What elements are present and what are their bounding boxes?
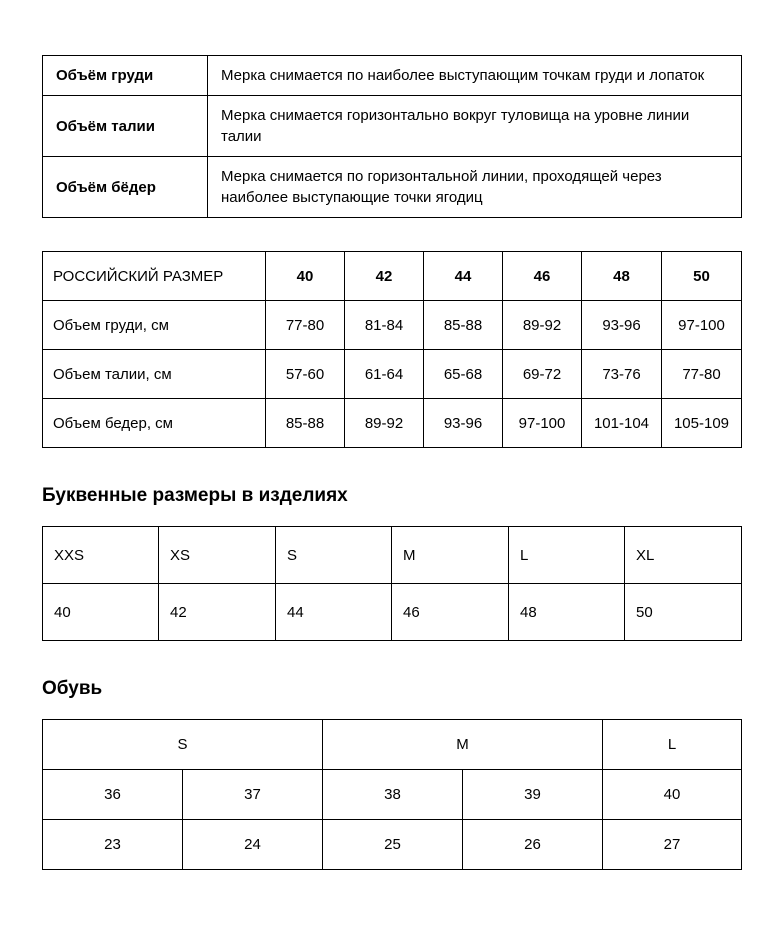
size-range-value: 93-96 <box>582 301 662 350</box>
table-row <box>43 157 742 218</box>
size-range-value: 85-88 <box>266 399 345 448</box>
letter-size: S <box>276 527 392 584</box>
shoe-size-group: L <box>603 720 742 770</box>
russian-size-header-label: РОССИЙСКИЙ РАЗМЕР <box>43 252 266 301</box>
measurements-table <box>42 55 742 218</box>
letter-size: XL <box>625 527 742 584</box>
size-header: 44 <box>424 252 503 301</box>
size-range-value: 81-84 <box>345 301 424 350</box>
shoe-size: 40 <box>603 770 742 820</box>
table-row <box>43 399 742 448</box>
shoe-length: 25 <box>323 820 463 870</box>
numeric-size: 44 <box>276 584 392 641</box>
letter-size: L <box>509 527 625 584</box>
numeric-size: 50 <box>625 584 742 641</box>
numeric-size: 40 <box>43 584 159 641</box>
measurement-label: Объём груди <box>43 56 208 96</box>
size-range-value: 89-92 <box>503 301 582 350</box>
size-range-value: 101-104 <box>582 399 662 448</box>
row-label: Объем груди, см <box>43 301 266 350</box>
measurement-label: Объём бёдер <box>43 157 208 218</box>
shoes-heading: Обувь <box>42 678 103 699</box>
russian-sizes-table <box>42 251 742 448</box>
letter-size: XS <box>159 527 276 584</box>
table-header-row <box>43 720 742 770</box>
shoe-length: 24 <box>183 820 323 870</box>
letter-size: M <box>392 527 509 584</box>
size-range-value: 89-92 <box>345 399 424 448</box>
table-row <box>43 820 742 870</box>
size-range-value: 57-60 <box>266 350 345 399</box>
shoe-size: 36 <box>43 770 183 820</box>
measurement-label: Объём талии <box>43 96 208 157</box>
table-header-row <box>43 527 742 584</box>
measurement-description: Мерка снимается по наиболее выступающим точкам груди и лопаток <box>208 56 742 96</box>
size-header: 46 <box>503 252 582 301</box>
size-range-value: 61-64 <box>345 350 424 399</box>
size-range-value: 97-100 <box>662 301 742 350</box>
size-range-value: 93-96 <box>424 399 503 448</box>
size-range-value: 97-100 <box>503 399 582 448</box>
numeric-size: 42 <box>159 584 276 641</box>
shoe-size: 39 <box>463 770 603 820</box>
letter-sizes-table <box>42 526 742 641</box>
shoe-length: 27 <box>603 820 742 870</box>
shoe-size: 37 <box>183 770 323 820</box>
shoe-size-group: M <box>323 720 603 770</box>
shoe-size-group: S <box>43 720 323 770</box>
table-row <box>43 350 742 399</box>
size-range-value: 85-88 <box>424 301 503 350</box>
shoe-size: 38 <box>323 770 463 820</box>
numeric-size: 48 <box>509 584 625 641</box>
table-row <box>43 301 742 350</box>
letter-size: XXS <box>43 527 159 584</box>
row-label: Объем бедер, см <box>43 399 266 448</box>
size-range-value: 69-72 <box>503 350 582 399</box>
letter-sizes-heading: Буквенные размеры в изделиях <box>42 485 348 506</box>
size-range-value: 73-76 <box>582 350 662 399</box>
size-range-value: 65-68 <box>424 350 503 399</box>
shoes-table <box>42 719 742 870</box>
size-header: 40 <box>266 252 345 301</box>
measurement-description: Мерка снимается горизонтально вокруг туловища на уровне линии талии <box>208 96 742 157</box>
table-row <box>43 56 742 96</box>
measurement-description: Мерка снимается по горизонтальной линии, проходящей через наиболее выступающие точки ягодиц <box>208 157 742 218</box>
size-header: 42 <box>345 252 424 301</box>
numeric-size: 46 <box>392 584 509 641</box>
table-row <box>43 770 742 820</box>
table-header-row <box>43 252 742 301</box>
size-range-value: 77-80 <box>662 350 742 399</box>
table-row <box>43 584 742 641</box>
shoe-length: 26 <box>463 820 603 870</box>
shoe-length: 23 <box>43 820 183 870</box>
table-row <box>43 96 742 157</box>
size-header: 48 <box>582 252 662 301</box>
size-range-value: 77-80 <box>266 301 345 350</box>
size-header: 50 <box>662 252 742 301</box>
size-range-value: 105-109 <box>662 399 742 448</box>
row-label: Объем талии, см <box>43 350 266 399</box>
